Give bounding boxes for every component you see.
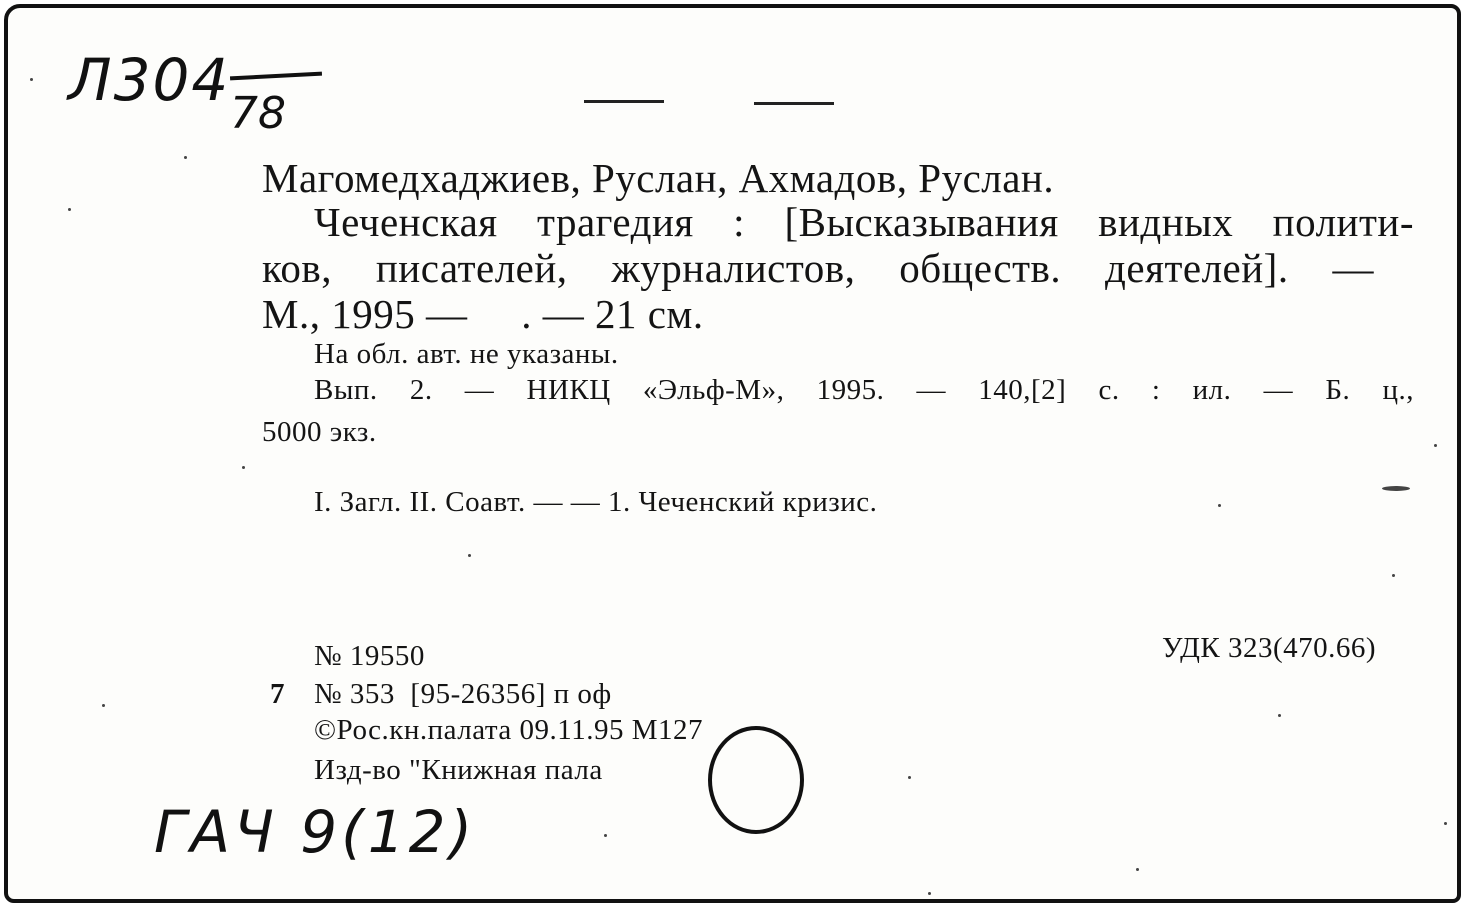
catalog-card — [4, 4, 1461, 903]
order-line: № 353 [95-26356] п оф — [314, 678, 612, 710]
title-line-2: ков, писателей, журналистов, обществ. деятелей]. — — [262, 245, 1374, 291]
header-dash-right — [754, 102, 834, 105]
copyright-line: ©Рос.кн.палата 09.11.95 М127 — [314, 714, 703, 746]
shelf-mark-rule — [230, 72, 322, 81]
title-line-1: Чеченская трагедия : [Высказывания видных полити- — [314, 199, 1414, 245]
order-prefix: 7 — [270, 678, 285, 710]
scan-speck — [928, 892, 931, 895]
shelf-mark-top: Л304 — [68, 46, 231, 114]
scan-speck — [1382, 486, 1410, 491]
note-line: На обл. авт. не указаны. — [314, 338, 619, 370]
scan-speck — [184, 156, 187, 159]
header-dash-left — [584, 100, 664, 103]
scan-speck — [68, 208, 71, 211]
scan-speck — [242, 466, 245, 469]
volume-line-1: Вып. 2. — НИКЦ «Эльф-М», 1995. — 140,[2] с. : ил. — Б. ц., — [314, 374, 1414, 406]
author-heading: Магомедхаджиев, Руслан, Ахмадов, Руслан. — [262, 155, 1055, 201]
scan-speck — [1392, 574, 1395, 577]
scan-speck — [1278, 714, 1281, 717]
udk-code: УДК 323(470.66) — [1162, 632, 1377, 664]
stamp-circle — [708, 726, 804, 834]
record-number: № 19550 — [314, 640, 425, 672]
title-line-3: М., 1995 — . — 21 см. — [262, 291, 704, 337]
scan-speck — [102, 704, 105, 707]
scan-speck — [1444, 822, 1447, 825]
scan-speck — [1136, 868, 1139, 871]
scan-speck — [468, 554, 471, 557]
scan-speck — [1434, 444, 1437, 447]
publisher-line: Изд-во "Книжная пала — [314, 754, 603, 786]
scan-speck — [908, 776, 911, 779]
scan-speck — [1218, 504, 1221, 507]
volume-line-2: 5000 экз. — [262, 416, 377, 448]
handwritten-code: ГАЧ 9(12) — [154, 798, 477, 866]
tracings-line: I. Загл. II. Соавт. — — 1. Чеченский кризис. — [314, 486, 878, 518]
shelf-mark-bottom: 78 — [230, 88, 286, 139]
scan-speck — [30, 78, 33, 81]
scan-speck — [604, 834, 607, 837]
